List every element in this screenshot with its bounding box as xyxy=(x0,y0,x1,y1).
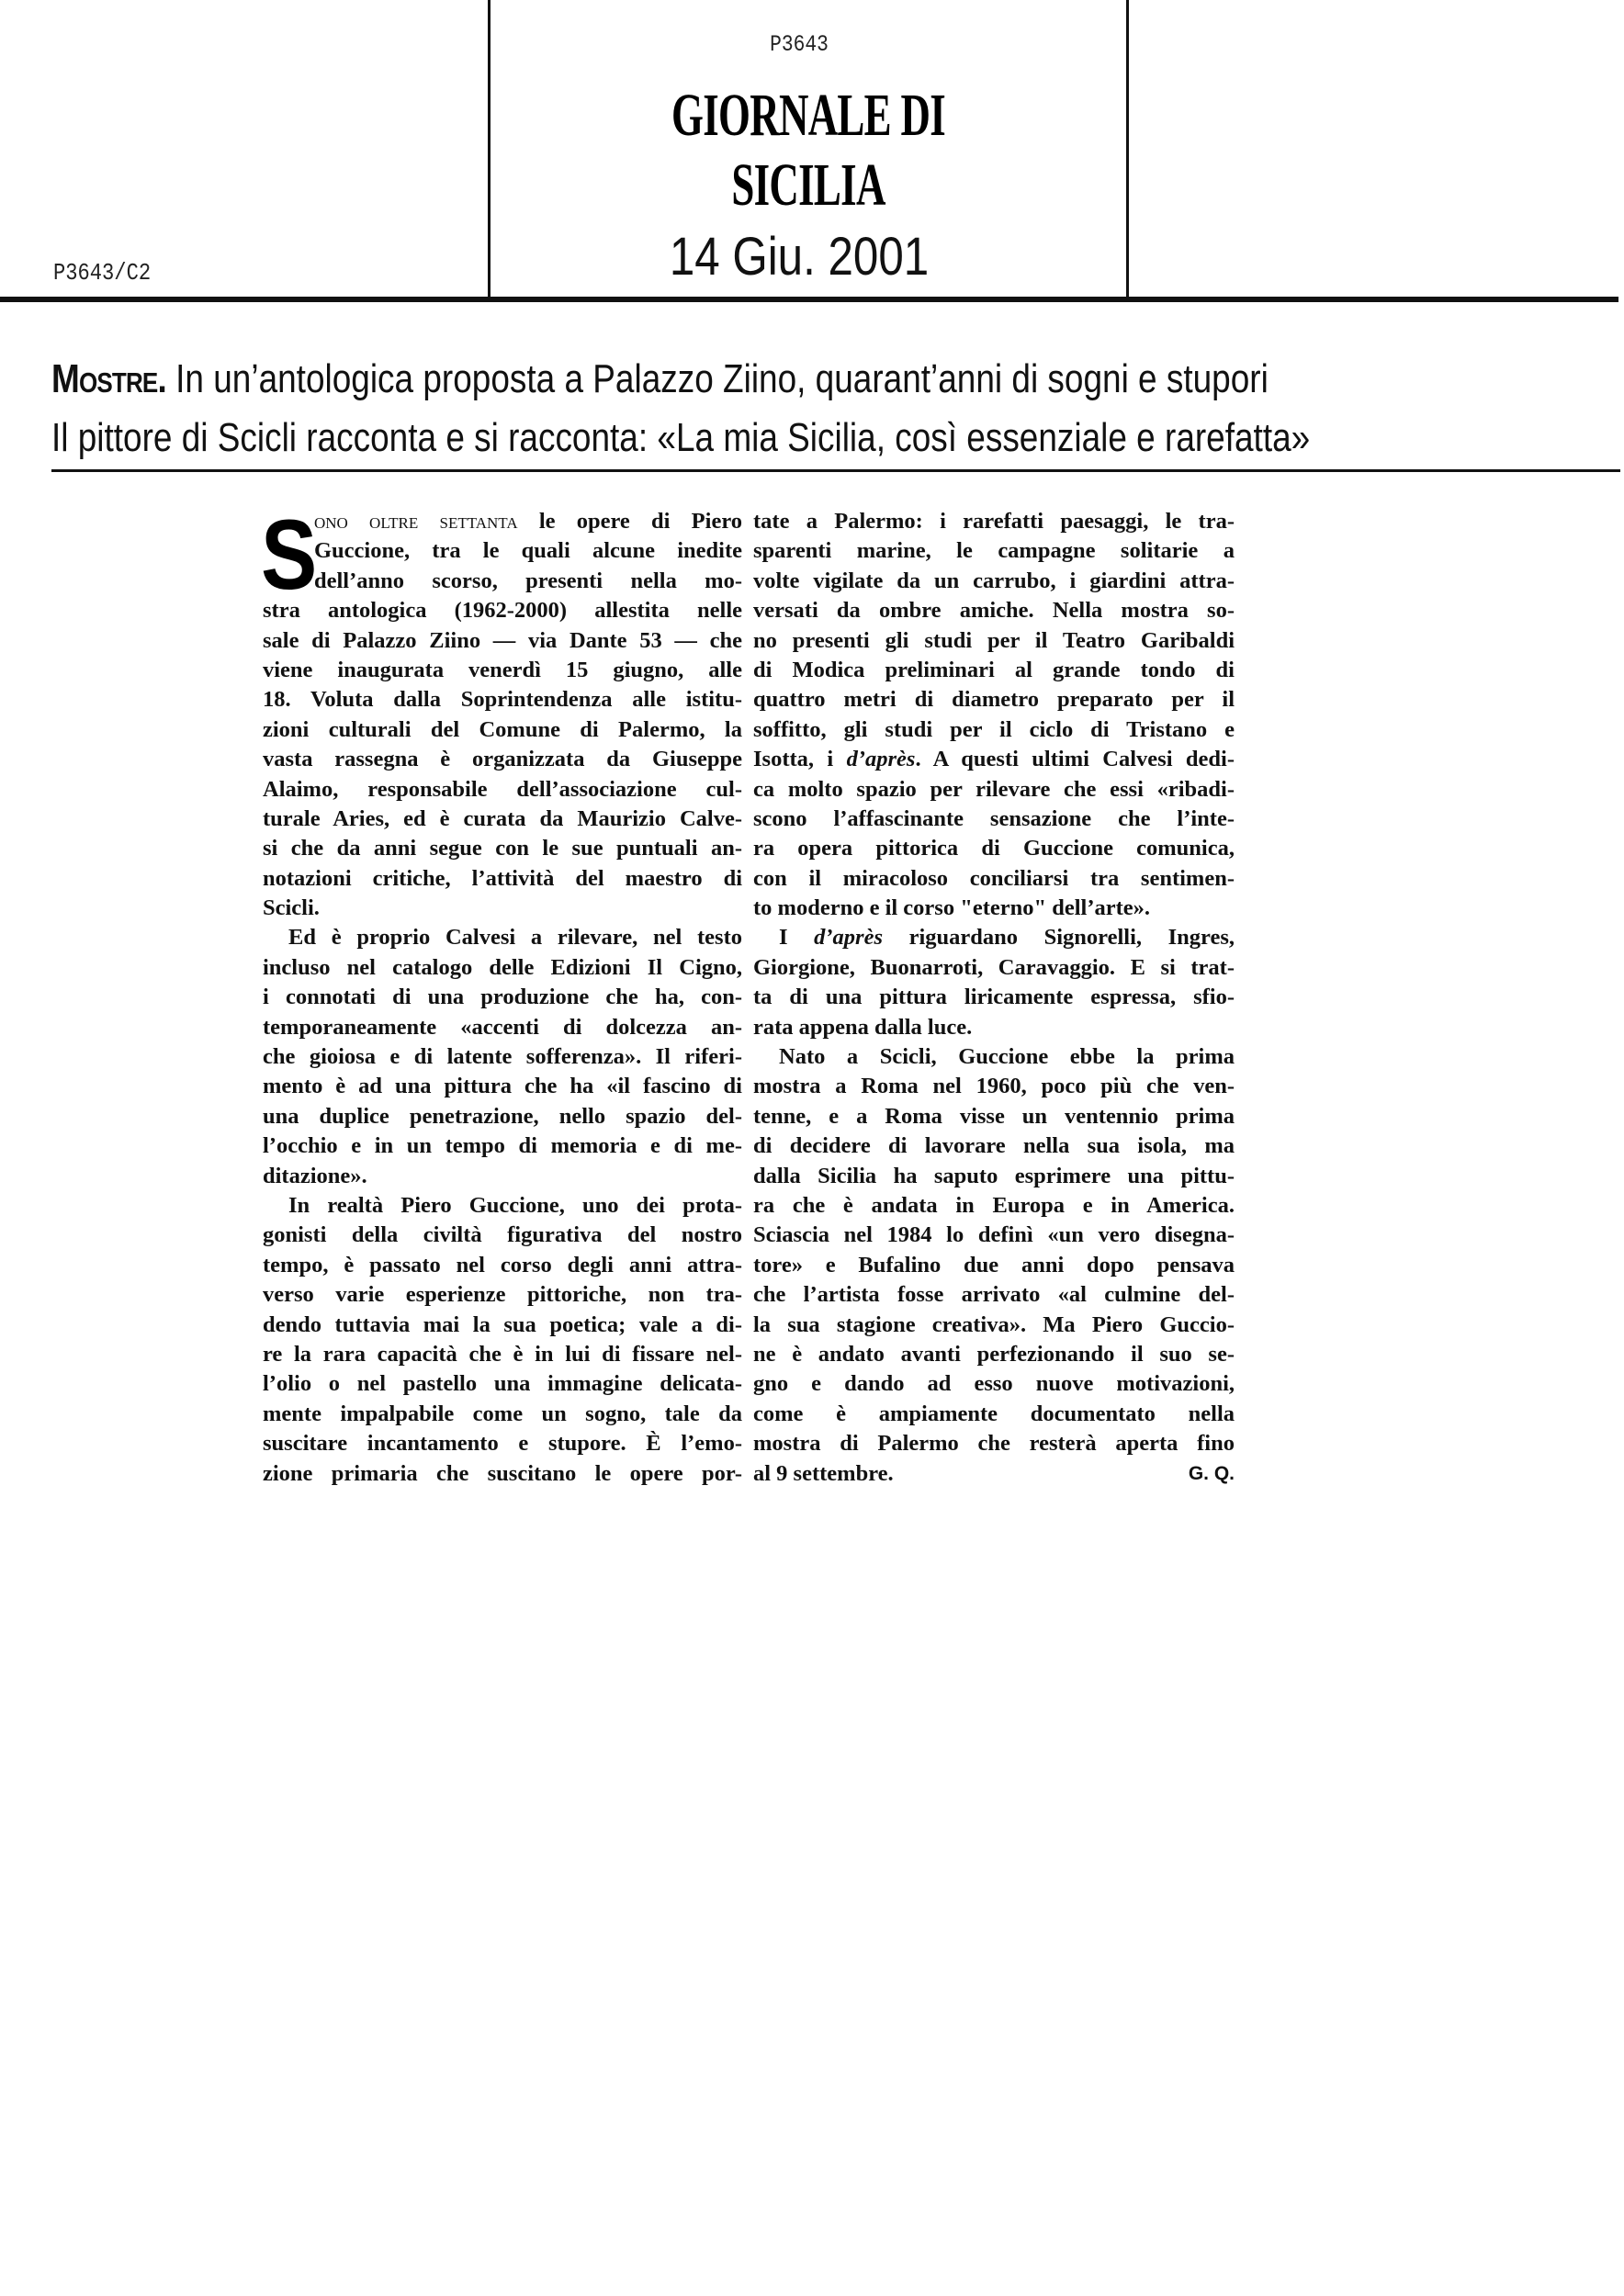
line-text: dell’anno scorso, presenti nella mo- xyxy=(314,568,742,593)
line-text: re la rara capacità che è in lui di fissare nel- xyxy=(263,1341,742,1367)
line-text: che l’artista fosse arrivato «al culmine del- xyxy=(753,1282,1235,1308)
archive-code: P3643 xyxy=(770,31,829,58)
line-text: di decidere di lavorare nella sua isola, ma xyxy=(753,1133,1235,1159)
article-line xyxy=(753,1340,1235,1369)
article-line xyxy=(753,805,1235,834)
line-text: tenne, e a Roma visse un ventennio prima xyxy=(753,1103,1235,1129)
line-text: gonisti della civiltà figurativa del nostro xyxy=(263,1222,742,1248)
line-text: Alaimo, responsabile dell’associazione cul- xyxy=(263,776,742,802)
article-line xyxy=(753,536,1235,566)
line-text: to moderno e il corso "eterno" dell’arte». xyxy=(753,895,1151,921)
line-text: ta di una pittura liricamente espressa, sfio- xyxy=(753,985,1235,1010)
line-text: soffitto, gli studi per il ciclo di Tristano e xyxy=(753,716,1235,742)
article-line xyxy=(263,1102,742,1131)
article-column-1 xyxy=(261,499,742,1489)
article-line xyxy=(753,983,1235,1012)
line-text: ca molto spazio per rilevare che essi «ribadi- xyxy=(753,776,1235,802)
line-text: di Modica preliminari al grande tondo di xyxy=(753,657,1235,682)
article-line xyxy=(263,567,742,596)
article-line xyxy=(263,1429,742,1458)
line-text: ditazione». xyxy=(263,1163,367,1188)
article-line xyxy=(263,1013,742,1042)
article-line xyxy=(753,1131,1235,1161)
article-line xyxy=(263,1400,742,1429)
article-line xyxy=(263,864,742,894)
line-text: le opere di Piero xyxy=(517,509,742,534)
article-line xyxy=(263,1162,742,1191)
article-line xyxy=(753,953,1235,983)
line-text: Scicli. xyxy=(263,895,320,921)
article-line xyxy=(263,894,742,923)
line-text: riguardano Signorelli, Ingres, xyxy=(883,925,1235,951)
line-text: suscitare incantamento e stupore. È l’emo- xyxy=(263,1431,742,1457)
line-text: I xyxy=(779,925,815,951)
line-text: una duplice penetrazione, nello spazio del- xyxy=(263,1103,742,1129)
article-line xyxy=(263,805,742,834)
line-text: tate a Palermo: i rarefatti paesaggi, le tra- xyxy=(753,509,1235,534)
article-line xyxy=(753,1400,1235,1429)
line-text: incluso nel catalogo delle Edizioni Il Cigno, xyxy=(263,954,742,980)
article-line xyxy=(263,626,742,656)
line-text: . A questi ultimi Calvesi dedi- xyxy=(915,747,1235,772)
line-text: tempo, è passato nel corso degli anni attra- xyxy=(263,1252,742,1277)
article-line xyxy=(263,745,742,774)
header-divider-right xyxy=(1126,0,1129,300)
line-text: temporaneamente «accenti di dolcezza an- xyxy=(263,1014,742,1040)
article-line xyxy=(753,923,1235,952)
article-line xyxy=(263,596,742,625)
line-text: sparenti marine, le campagne solitarie a xyxy=(753,538,1235,564)
article-line xyxy=(263,1251,742,1280)
article-line xyxy=(753,864,1235,894)
line-text: mento è ad una pittura che ha «il fascino di xyxy=(263,1074,742,1099)
article-line xyxy=(263,1311,742,1340)
line-text: stra antologica (1962-2000) allestita nelle xyxy=(263,598,742,624)
lead-smallcaps: ono oltre settanta xyxy=(314,509,518,534)
archive-code-section: P3643/C2 xyxy=(53,259,152,287)
article-line xyxy=(263,1191,742,1221)
line-text: zione primaria che suscitano le opere por- xyxy=(263,1460,742,1486)
line-text: zioni culturali del Comune di Palermo, la xyxy=(263,716,742,742)
line-text: sale di Palazzo Ziino — via Dante 53 — che xyxy=(263,627,742,653)
line-text: mente impalpabile come un sogno, tale da xyxy=(263,1401,742,1426)
line-text: quattro metri di diametro preparato per il xyxy=(753,687,1235,713)
headline-kicker: Mostre. xyxy=(51,356,166,401)
line-text: ne è andato avanti perfezionando il suo se- xyxy=(753,1341,1235,1367)
newspaper-masthead: GIORNALE DI SICILIA xyxy=(671,82,946,219)
line-text: con il miracoloso conciliarsi tra sentimen- xyxy=(753,865,1235,891)
line-text: l’occhio e in un tempo di memoria e di me- xyxy=(263,1133,742,1159)
line-text: viene inaugurata venerdì 15 giugno, alle xyxy=(263,657,742,682)
line-text: si che da anni segue con le sue puntuali an- xyxy=(263,836,742,861)
article-line xyxy=(753,626,1235,656)
author-signature: G. Q. xyxy=(1188,1462,1235,1484)
article-line xyxy=(263,1042,742,1072)
article-line xyxy=(263,1131,742,1161)
line-text: mostra di Palermo che resterà aperta fino xyxy=(753,1431,1235,1457)
line-text: scono l’affascinante sensazione che l’inte- xyxy=(753,805,1235,831)
article-line xyxy=(753,567,1235,596)
article-line xyxy=(263,834,742,863)
article-line xyxy=(263,1221,742,1250)
header-rule xyxy=(0,297,1618,302)
line-text: In realtà Piero Guccione, uno dei prota- xyxy=(288,1192,742,1218)
article-line xyxy=(263,953,742,983)
article-line xyxy=(753,685,1235,715)
article-line xyxy=(753,507,1235,536)
article-line xyxy=(753,1191,1235,1221)
line-text: volte vigilate da un carrubo, i giardini attra- xyxy=(753,568,1235,593)
drop-cap: S xyxy=(261,499,318,610)
line-text: dendo tuttavia mai la sua poetica; vale a di- xyxy=(263,1311,742,1337)
article-line xyxy=(753,1221,1235,1250)
line-text: rata appena dalla luce. xyxy=(753,1014,973,1040)
publication-date: 14 Giu. 2001 xyxy=(669,227,930,287)
article-line xyxy=(753,745,1235,774)
italic-term: d’après xyxy=(846,747,916,772)
line-text: tore» e Bufalino due anni dopo pensava xyxy=(753,1252,1235,1277)
article-line xyxy=(753,1429,1235,1458)
article-line xyxy=(263,983,742,1012)
line-text: ra che è andata in Europa e in America. xyxy=(753,1192,1235,1218)
headline-rule xyxy=(51,469,1620,472)
line-text: verso varie esperienze pittoriche, non tra- xyxy=(263,1282,742,1308)
line-text: dalla Sicilia ha saputo esprimere una pittu- xyxy=(753,1163,1235,1188)
italic-term: d’après xyxy=(814,925,883,951)
header-divider-left xyxy=(488,0,491,300)
article-line xyxy=(753,894,1235,923)
line-text: turale Aries, ed è curata da Maurizio Calve- xyxy=(263,805,742,831)
article-line xyxy=(753,834,1235,863)
line-text: versati da ombre amiche. Nella mostra so- xyxy=(753,598,1235,624)
line-text: i connotati di una produzione che ha, con- xyxy=(263,985,742,1010)
article-line xyxy=(753,656,1235,685)
article-line xyxy=(753,715,1235,745)
line-text: mostra a Roma nel 1960, poco più che ven- xyxy=(753,1074,1235,1099)
line-text: gno e dando ad esso nuove motivazioni, xyxy=(753,1371,1235,1397)
article-line xyxy=(263,1340,742,1369)
article-line xyxy=(753,1251,1235,1280)
line-text: al 9 settembre. xyxy=(753,1460,894,1486)
article-line xyxy=(263,1072,742,1101)
article-line xyxy=(263,775,742,805)
article-line xyxy=(263,685,742,715)
article-line xyxy=(753,1102,1235,1131)
line-text: l’olio o nel pastello una immagine delicata- xyxy=(263,1371,742,1397)
article-line xyxy=(753,1280,1235,1310)
article-column-2 xyxy=(753,507,1235,1489)
article-line xyxy=(263,536,742,566)
article-line xyxy=(263,1459,742,1489)
article-line xyxy=(753,1369,1235,1399)
headline-text: In un’antologica proposta a Palazzo Ziino, quarant’anni di sogni e stupori xyxy=(175,356,1269,401)
line-text: no presenti gli studi per il Teatro Garibaldi xyxy=(753,627,1235,653)
line-text: notazioni critiche, l’attività del maestro di xyxy=(263,865,742,891)
line-text: che gioiosa e di latente sofferenza». Il riferi- xyxy=(263,1044,742,1070)
article-line xyxy=(263,1369,742,1399)
headline-line-1 xyxy=(51,356,1379,402)
article-line xyxy=(263,715,742,745)
line-text: vasta rassegna è organizzata da Giuseppe xyxy=(263,747,742,772)
article-line xyxy=(263,656,742,685)
article-line xyxy=(753,1311,1235,1340)
article-line xyxy=(753,1072,1235,1101)
line-text: Guccione, tra le quali alcune inedite xyxy=(314,538,742,564)
article-line xyxy=(753,1013,1235,1042)
line-text: ra opera pittorica di Guccione comunica, xyxy=(753,836,1235,861)
line-text: 18. Voluta dalla Soprintendenza alle istitu- xyxy=(263,687,742,713)
article-line xyxy=(263,1280,742,1310)
line-text: la sua stagione creativa». Ma Piero Guccio- xyxy=(753,1311,1235,1337)
article-line xyxy=(753,1162,1235,1191)
article-line xyxy=(263,923,742,952)
line-text: Isotta, i xyxy=(753,747,847,772)
line-text: come è ampiamente documentato nella xyxy=(753,1401,1235,1426)
headline-line-2: Il pittore di Scicli racconta e si racconta: «La mia Sicilia, così essenziale e rarefatta» xyxy=(51,415,1311,460)
line-text: Giorgione, Buonarroti, Caravaggio. E si trat- xyxy=(753,954,1235,980)
line-text: Ed è proprio Calvesi a rilevare, nel testo xyxy=(288,925,742,951)
article-line xyxy=(753,1042,1235,1072)
article-line xyxy=(753,596,1235,625)
article-line xyxy=(753,775,1235,805)
line-text: Sciascia nel 1984 lo definì «un vero disegna- xyxy=(753,1222,1235,1248)
line-text: Nato a Scicli, Guccione ebbe la prima xyxy=(779,1044,1235,1070)
article-line xyxy=(753,1459,1235,1489)
article-line xyxy=(263,507,742,536)
